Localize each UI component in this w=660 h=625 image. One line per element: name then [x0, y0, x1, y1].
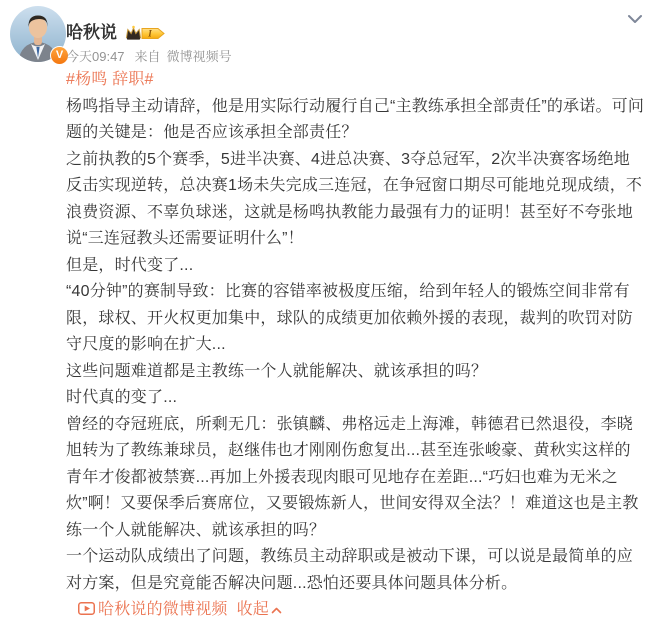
- post-meta: [66, 48, 646, 66]
- paragraph: 这些问题难道都是主教练一个人就能解决、就该承担的吗？: [66, 362, 488, 380]
- paragraph: 但是，时代变了...: [66, 256, 194, 274]
- svg-text:I: I: [148, 28, 152, 39]
- video-link-label: 哈秋说的微博视频: [98, 601, 228, 618]
- paragraph: 之前执教的5个赛季，5进半决赛、4进总决赛、3夺总冠军，2次半决赛客场绝地反击实现逆转，总决赛1场未失完成三连冠，在争冠窗口期尽可能地兑现成绩，不浪费资源、不辜负球迷，这就是杨鸣执教能力最强有力的证明！甚至好不夸张地说“三连冠教头还需要证明什么”！: [66, 150, 643, 247]
- author-row: [66, 23, 646, 43]
- via-label: 来自: [134, 49, 161, 64]
- paragraph: 曾经的夺冠班底，所剩无几：张镇麟、弗格远走上海滩，韩德君已然退役，李晓旭转为了教练兼球员，赵继伟也才刚刚伤愈复出...甚至连张峻豪、黄秋实这样的青年才俊都被禁赛...再加上外援表现肉眼可见地存在差距...“巧妇也难为无米之炊”啊！又要保季后赛席位，又要锻炼新人，世间安得双全法？！难道这也是主教练一个人就能解决、就该承担的吗？: [66, 415, 639, 539]
- last-paragraph: [66, 544, 646, 624]
- author-name[interactable]: 哈秋说: [66, 23, 117, 42]
- post-content: [66, 0, 646, 624]
- vip-badge: [124, 25, 165, 42]
- video-play-icon: [78, 598, 95, 625]
- paragraph: 一个运动队成绩出了问题，教练员主动辞职或是被动下课，可以说是最简单的应对方案，但是究竟能否解决问题...恐怕还要具体问题具体分析。: [66, 548, 634, 592]
- paragraph: 杨鸣指导主动请辞，他是用实际行动履行自己“主教练承担全部责任”的承诺。可问题的关键是：他是否应该承担全部责任？: [66, 97, 645, 141]
- avatar[interactable]: [10, 6, 66, 62]
- post-text: [66, 67, 646, 624]
- chevron-up-icon[interactable]: [271, 598, 282, 625]
- paragraph: 时代真的变了...: [66, 389, 178, 406]
- timestamp: 今天09:47: [66, 49, 125, 64]
- hashtag-link[interactable]: #杨鸣 辞职#: [66, 71, 154, 88]
- video-link[interactable]: [78, 597, 282, 624]
- source-link[interactable]: 微博视频号: [166, 49, 232, 64]
- paragraph: “40分钟”的赛制导致：比赛的容错率被极度压缩，给到年轻人的锻炼空间非常有限，球权、开火权更加集中，球队的成绩更加依赖外援的表现，裁判的吹罚对防守尺度的影响在扩大...: [66, 283, 634, 353]
- collapse-text-button[interactable]: 收起: [236, 601, 270, 618]
- v-badge-icon: V: [50, 46, 69, 65]
- crown-icon: [124, 25, 165, 42]
